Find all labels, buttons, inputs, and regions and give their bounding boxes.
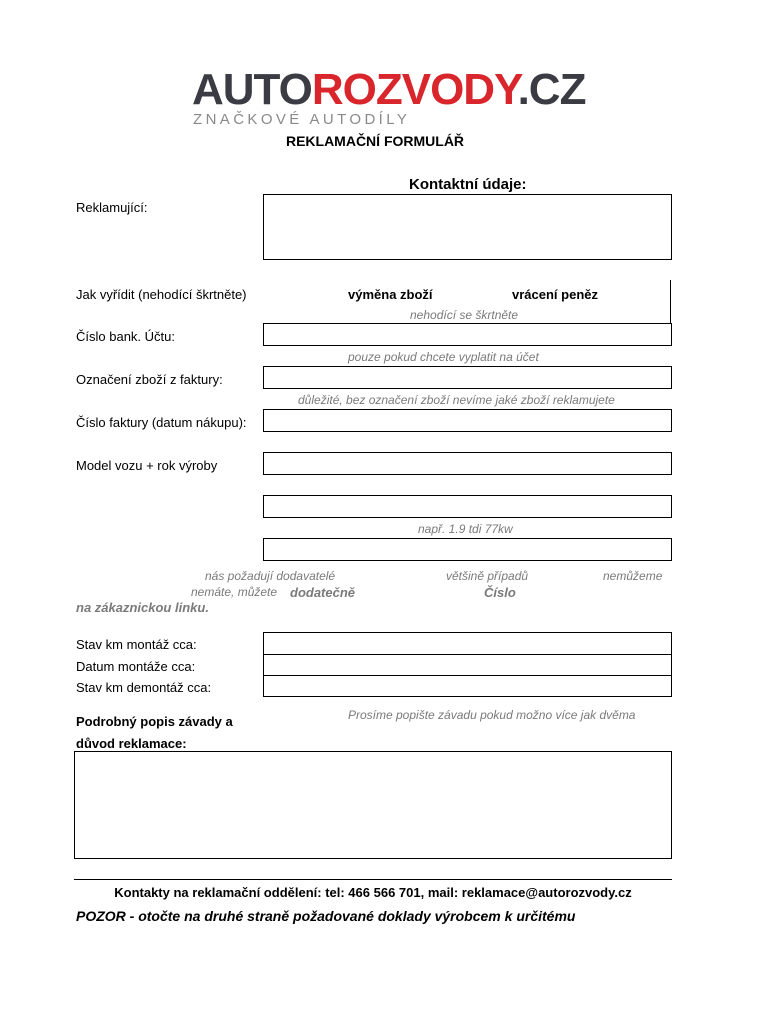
cutoff-note-2a: nemáte, můžete (191, 585, 278, 599)
footer-warning: POZOR - otočte na druhé straně požadované doklady výrobcem k určitému (76, 908, 576, 924)
km-mount-label: Stav km montáž cca: (76, 637, 197, 652)
cutoff-note-1b: většině případů (446, 569, 529, 583)
cutoff-note-2b: dodatečně (290, 585, 356, 600)
option-refund[interactable]: vrácení peněz (512, 287, 598, 302)
model-field-3[interactable] (263, 538, 672, 561)
goods-label: Označení zboží z faktury: (76, 372, 223, 387)
cutoff-note-2c: Číslo (484, 585, 516, 600)
goods-field[interactable] (263, 366, 672, 389)
cutoff-note-1c: nemůžeme (603, 569, 663, 583)
claimant-field[interactable] (263, 194, 672, 260)
brand-logo (192, 66, 585, 114)
model-field-1[interactable] (263, 452, 672, 475)
hint-goods: důležité, bez označení zboží nevíme jaké zboží reklamujete (298, 393, 615, 407)
desc-label-line2: důvod reklamace: (76, 736, 187, 751)
claimant-label: Reklamující: (76, 200, 148, 215)
description-field[interactable] (74, 751, 672, 859)
date-mount-label: Datum montáže cca: (76, 659, 196, 674)
hint-desc: Prosíme popište závadu pokud možno více jak dvěma (348, 708, 636, 722)
cutoff-note-3: na zákaznickou linku. (76, 600, 209, 615)
km-dismount-field[interactable] (263, 675, 672, 697)
resolve-label: Jak vyřídit (nehodící škrtněte) (76, 287, 247, 302)
bank-account-field[interactable] (263, 323, 672, 346)
option-exchange[interactable]: výměna zboží (348, 287, 433, 302)
form-title: REKLAMAČNÍ FORMULÁŘ (285, 133, 465, 149)
invoice-label: Číslo faktury (datum nákupu): (76, 415, 247, 430)
brand-tagline: ZNAČKOVÉ AUTODÍLY (193, 111, 411, 128)
km-dismount-label: Stav km demontáž cca: (76, 680, 212, 695)
invoice-field[interactable] (263, 409, 672, 432)
model-label: Model vozu + rok výroby (76, 458, 218, 473)
section-title-contact: Kontaktní údaje: (409, 176, 527, 193)
model-field-2[interactable] (263, 495, 672, 518)
date-mount-field[interactable] (263, 654, 672, 676)
km-mount-field[interactable] (263, 632, 672, 655)
logo-part-cz: .CZ (517, 65, 586, 114)
desc-label-line1: Podrobný popis závady a (76, 714, 233, 729)
bank-label: Číslo bank. Účtu: (76, 329, 175, 344)
resolve-box-edge (670, 280, 671, 324)
hint-strike: nehodící se škrtněte (410, 308, 519, 322)
logo-part-auto: AUTO (192, 65, 312, 114)
logo-part-rozvody: ROZVODY (311, 65, 518, 114)
footer-divider (74, 879, 672, 880)
cutoff-note-1a: nás požadují dodavatelé (205, 569, 336, 583)
hint-model: např. 1.9 tdi 77kw (418, 522, 513, 536)
footer-contacts: Kontakty na reklamační oddělení: tel: 466 566 701, mail: reklamace@autorozvody.cz (114, 885, 632, 900)
hint-bank: pouze pokud chcete vyplatit na účet (348, 350, 539, 364)
